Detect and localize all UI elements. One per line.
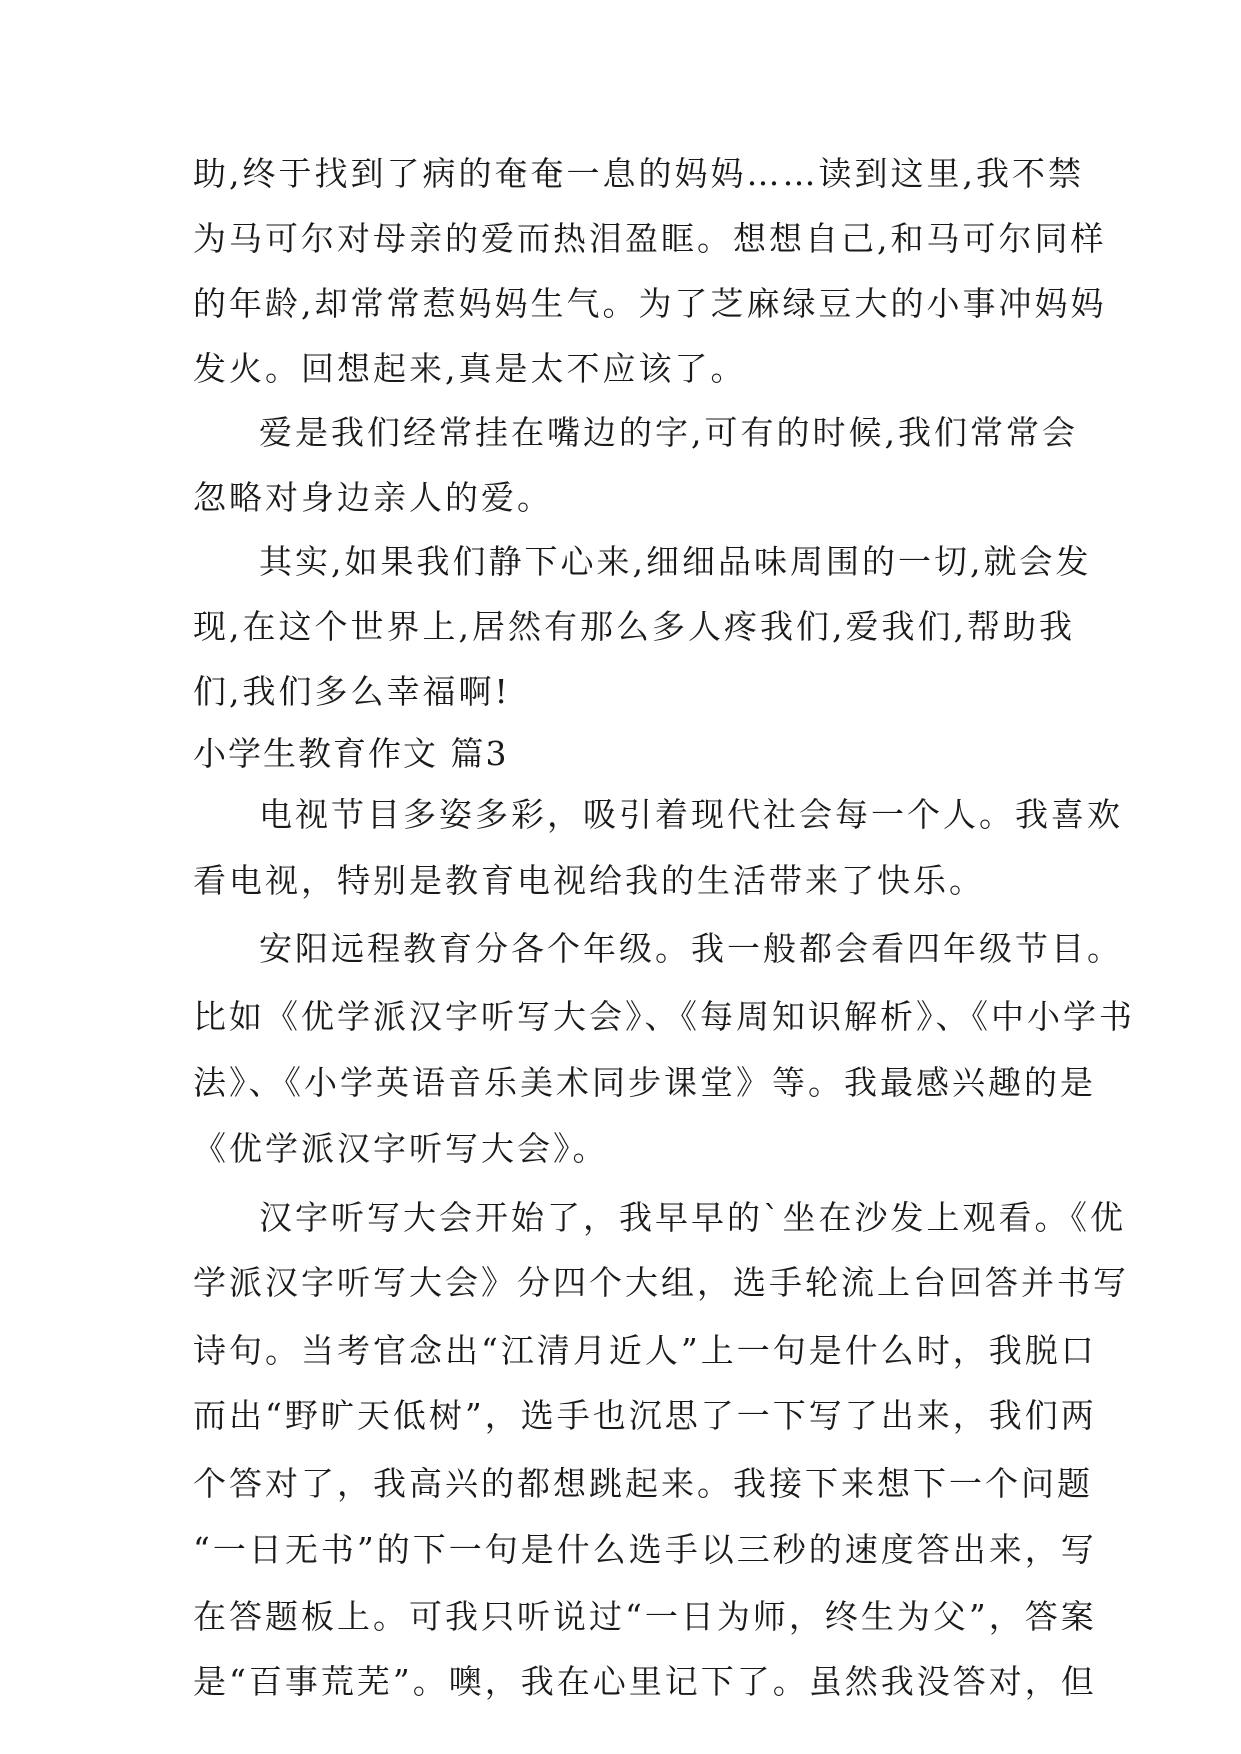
text-line: 发火。回想起来,真是太不应该了。 bbox=[193, 349, 747, 388]
text-line: 汉字听写大会开始了，我早早的`坐在沙发上观看。《优 bbox=[259, 1198, 1126, 1237]
text-line: 爱是我们经常挂在嘴边的字,可有的时候,我们常常会 bbox=[259, 413, 1078, 452]
text-line: 的年龄,却常常惹妈妈生气。为了芝麻绿豆大的小事冲妈妈 bbox=[193, 284, 1107, 323]
text-line: “一日无书”的下一句是什么选手以三秒的速度答出来，写 bbox=[193, 1530, 1097, 1569]
text-line: 安阳远程教育分各个年级。我一般都会看四年级节目。 bbox=[259, 929, 1123, 968]
text-line: 助,终于找到了病的奄奄一息的妈妈……读到这里,我不禁 bbox=[193, 154, 1084, 193]
text-line: 《优学派汉字听写大会》。 bbox=[193, 1129, 609, 1168]
text-line: 学派汉字听写大会》分四个大组，选手轮流上台回答并书写 bbox=[193, 1263, 1129, 1302]
text-line: 为马可尔对母亲的爱而热泪盈眶。想想自己,和马可尔同样 bbox=[193, 219, 1107, 258]
text-line: 现,在这个世界上,居然有那么多人疼我们,爱我们,帮助我 bbox=[193, 607, 1075, 646]
text-line: 法》、《小学英语音乐美术同步课堂》等。我最感兴趣的是 bbox=[193, 1063, 1096, 1102]
text-line: 其实,如果我们静下心来,细细品味周围的一切,就会发 bbox=[259, 542, 1092, 581]
text-line: 电视节目多姿多彩，吸引着现代社会每一个人。我喜欢 bbox=[259, 795, 1123, 834]
text-line: 是“百事荒芜”。噢，我在心里记下了。虽然我没答对，但 bbox=[193, 1662, 1097, 1701]
text-line: 比如《优学派汉字听写大会》、《每周知识解析》、《中小学书 bbox=[193, 997, 1135, 1036]
text-line: 个答对了，我高兴的都想跳起来。我接下来想下一个问题 bbox=[193, 1464, 1093, 1503]
text-line: 诗句。当考官念出“江清月近人”上一句是什么时，我脱口 bbox=[193, 1331, 1097, 1370]
text-line: 看电视，特别是教育电视给我的生活带来了快乐。 bbox=[193, 861, 985, 900]
text-line: 在答题板上。可我只听说过“一日为师，终生为父”，答案 bbox=[193, 1597, 1097, 1636]
text-line: 而出“野旷天低树”，选手也沉思了一下写了出来，我们两 bbox=[193, 1396, 1097, 1435]
text-line: 们,我们多么幸福啊! bbox=[193, 672, 511, 711]
text-line: 忽略对身边亲人的爱。 bbox=[193, 478, 553, 517]
section-heading: 小学生教育作文 篇3 bbox=[193, 734, 509, 773]
